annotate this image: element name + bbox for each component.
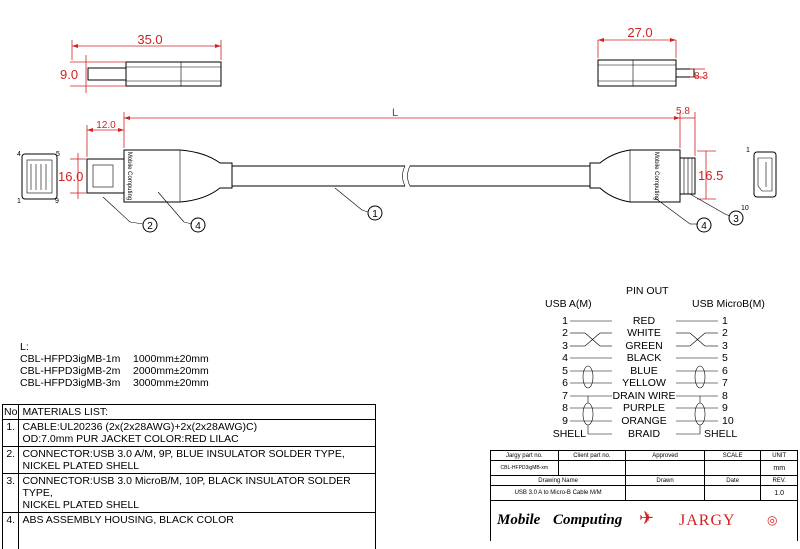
length-value-3: 3000mm±20mm	[133, 377, 209, 389]
material-no: 3.	[3, 474, 19, 513]
material-line1: CONNECTOR:USB 3.0 A/M, 9P, BLUE INSULATOR SOLDER TYPE,	[22, 448, 345, 460]
date-label: Date	[704, 476, 761, 486]
usb-a-side-view	[70, 40, 221, 93]
callout-1: 1	[372, 209, 378, 220]
approved-label: Approved	[626, 451, 705, 461]
pin-right-5: 6	[722, 365, 728, 377]
pin-right-7: 8	[722, 390, 728, 402]
callout-3: 3	[733, 214, 739, 225]
callout-2: 2	[147, 221, 153, 232]
unit-value: mm	[761, 461, 798, 476]
length-part-2: CBL-HFPD3igMB-2m	[20, 365, 121, 377]
pin-left-3: 3	[562, 340, 568, 352]
pin-left-shell: SHELL	[552, 428, 586, 440]
pin-right-1: 1	[722, 315, 728, 327]
pinout-left-header: USB A(M)	[545, 298, 592, 310]
pin-right-3: 3	[722, 340, 728, 352]
length-value-1: 1000mm±20mm	[133, 353, 209, 365]
unit-label: UNIT	[761, 451, 798, 461]
callout-4a: 4	[195, 221, 201, 232]
mobile-logo: Mobile	[497, 512, 541, 528]
pin-name-2: WHITE	[627, 327, 661, 339]
jargy-part-label: Jargy part no.	[491, 451, 559, 461]
part-no: CBL-HFPD3igMB-xm	[491, 461, 559, 476]
drawing-name-label: Drawing Name	[491, 476, 626, 486]
dim-a-tail: 12.0	[96, 120, 116, 131]
material-desc	[19, 420, 376, 447]
client-part-label: Client part no.	[558, 451, 626, 461]
materials-header	[3, 405, 376, 420]
approved-value	[626, 461, 705, 476]
pin-name-braid: BRAID	[627, 428, 661, 440]
dim-plug-a-height: 9.0	[60, 67, 79, 82]
material-line1: CABLE:UL20236 (2x(2x28AWG)+2x(2x28AWG)C)	[22, 421, 258, 433]
pin-left-2: 2	[562, 327, 568, 339]
b-pin-1: 1	[746, 147, 750, 154]
drawn-label: Drawn	[626, 476, 705, 486]
pin-name-7: DRAIN WIRE	[612, 390, 676, 402]
length-part-3: CBL-HFPD3igMB-3m	[20, 377, 121, 389]
logo-cell	[491, 501, 798, 542]
pin-name-4: BLACK	[626, 352, 662, 364]
materials-no-header: No	[4, 406, 18, 418]
pin-name-9: ORANGE	[621, 415, 667, 427]
material-desc	[19, 513, 376, 549]
pinout-title: PIN OUT	[626, 285, 669, 297]
pin-left-7: 7	[562, 390, 568, 402]
materials-row	[3, 420, 376, 447]
material-line1: ABS ASSEMBLY HOUSING, BLACK COLOR	[22, 514, 234, 526]
rev-value: 1.0	[761, 486, 798, 501]
micro-b-side-view	[598, 38, 705, 86]
date-value	[704, 486, 761, 501]
materials-row	[3, 447, 376, 474]
pin-right-8: 9	[722, 402, 728, 414]
dim-a-body-height: 16.0	[58, 169, 84, 184]
pin-name-5: BLUE	[630, 365, 658, 377]
dim-plug-b-length: 27.0	[627, 25, 653, 40]
pin-left-6: 6	[562, 377, 568, 389]
callout-4b: 4	[701, 221, 707, 232]
pin-right-6: 7	[722, 377, 728, 389]
length-heading: L:	[20, 341, 29, 353]
plug-a-label: Mobile Computing	[126, 151, 132, 201]
material-line2: NICKEL PLATED SHELL	[22, 460, 140, 472]
length-part-1: CBL-HFPD3igMB-1m	[20, 353, 121, 365]
plug-b-label: Mobile Computing	[653, 151, 659, 201]
material-line2: NICKEL PLATED SHELL	[22, 499, 140, 511]
cable-assembly	[22, 150, 776, 202]
materials-row	[3, 513, 376, 549]
materials-row	[3, 474, 376, 513]
title-block	[490, 450, 798, 541]
drawn-value	[626, 486, 705, 501]
runner-icon: ✈	[639, 508, 655, 528]
pin-left-4: 4	[562, 352, 568, 364]
pin-right-4: 5	[722, 352, 728, 364]
a-pin-5: 5	[56, 151, 60, 158]
pin-name-8: PURPLE	[622, 402, 665, 414]
client-part-value	[558, 461, 626, 476]
pin-left-5: 5	[562, 365, 568, 377]
a-pin-9: 9	[55, 198, 59, 205]
material-line2: OD:7.0mm PUR JACKET COLOR:RED LILAC	[22, 433, 239, 445]
materials-title: MATERIALS LIST:	[19, 405, 376, 420]
a-pin-4: 4	[17, 151, 21, 158]
computing-logo: Computing	[553, 512, 623, 528]
pin-left-8: 8	[562, 402, 568, 414]
material-no: 4.	[3, 513, 19, 549]
pin-right-9: 10	[722, 415, 734, 427]
dim-overall-length: L	[391, 107, 399, 119]
material-no: 1.	[3, 420, 19, 447]
drawing-name: USB 3.0 A to Micro-B Cable M/M	[491, 486, 626, 501]
dim-plug-a-length: 35.0	[137, 32, 163, 47]
material-no: 2.	[3, 447, 19, 474]
scale-value	[704, 461, 761, 476]
scale-label: SCALE	[704, 451, 761, 461]
pinout-right-header: USB MicroB(M)	[692, 298, 765, 310]
dim-plug-b-height: 8.3	[694, 71, 708, 82]
materials-list	[2, 404, 376, 549]
length-value-2: 2000mm±20mm	[133, 365, 209, 377]
material-line1: CONNECTOR:USB 3.0 MicroB/M, 10P, BLACK INSULATOR SOLDER TYPE,	[22, 475, 351, 499]
material-desc	[19, 447, 376, 474]
rev-label: REV.	[761, 476, 798, 486]
dim-b-tail: 5.8	[676, 106, 690, 117]
dim-b-body-height: 16.5	[698, 168, 724, 183]
a-pin-1: 1	[17, 198, 21, 205]
pin-left-1: 1	[562, 315, 568, 327]
pin-name-6: YELLOW	[622, 377, 666, 389]
projection-symbol-icon: ◎	[767, 513, 778, 527]
pin-right-2: 2	[722, 327, 728, 339]
material-desc	[19, 474, 376, 513]
pin-right-shell: SHELL	[704, 428, 738, 440]
jargy-logo: JARGY	[679, 512, 736, 529]
pin-left-9: 9	[562, 415, 568, 427]
pin-name-1: RED	[632, 315, 656, 327]
pin-name-3: GREEN	[625, 340, 663, 352]
b-pin-10: 10	[741, 205, 749, 212]
